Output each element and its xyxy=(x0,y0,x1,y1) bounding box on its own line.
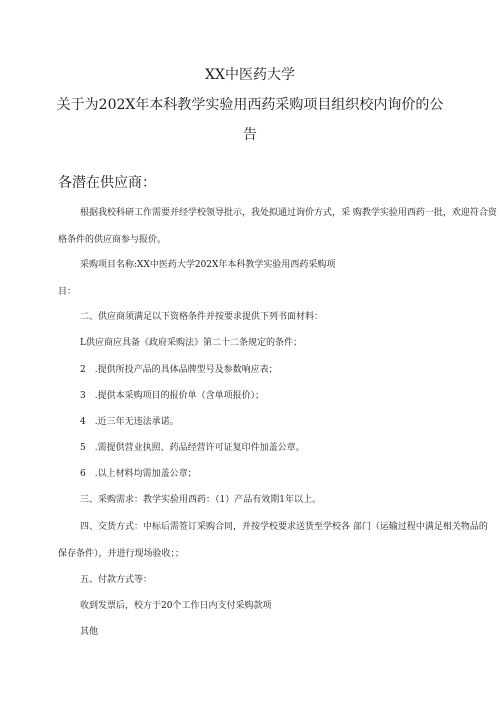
section2-item-1: L供应商应具备《政府采购法》第二十二条规定的条件； xyxy=(80,338,302,348)
section4-line-2: 保存条件），并进行现场验收；； xyxy=(58,549,185,559)
doc-title-main: 关于为202X年本科教学实验用西药采购项目组织校内询价的公 xyxy=(56,97,444,113)
section2-item-3: 3 .提供本采购项目的报价单（含单项报价）； xyxy=(80,391,265,401)
section4-line-1: 四、交货方式：中标后需签订采购合同，并按学校要求送货至学校各 部门（运输过程中满足相关物品的 xyxy=(80,522,488,532)
section2-item-4: 4 .近三年无违法承诺。 xyxy=(80,417,179,427)
project-name-paragraph xyxy=(58,259,458,298)
doc-title-university: XX中医药大学 xyxy=(205,67,295,83)
section4-paragraph xyxy=(58,521,488,560)
intro-paragraph xyxy=(58,207,497,246)
section5-heading: 五、付款方式等： xyxy=(80,575,153,585)
section2-item-2: 2 .提供所投产品的具体品牌型号及参数响应表； xyxy=(80,365,278,375)
salutation: 各潜在供应商： xyxy=(58,175,156,191)
project-line-2: 目： xyxy=(58,287,77,297)
intro-line-1: 根据我校科研工作需要并经学校领导批示，我处拟通过询价方式，采 购教学实验用西药一批，欢迎符合资 xyxy=(80,208,497,218)
section2-item-6: 6 .以上材料均需加盖公章； xyxy=(80,469,197,479)
project-line-1: 采购项目名称:XX中医药大学202X年本科教学实验用西药采购项 xyxy=(80,260,336,270)
section2-item-5: 5 .需提供营业执照、药品经营许可证复印件加盖公章。 xyxy=(80,443,305,453)
section5-other: 其他 xyxy=(80,627,99,637)
section2-heading: 二、供应商须满足以下资格条件并按要求提供下列书面材料： xyxy=(80,312,324,322)
intro-line-2: 格条件的供应商参与报价。 xyxy=(58,235,167,245)
doc-title-tail: 告 xyxy=(243,127,257,143)
section5-payment-line: 收到发票后，校方于20个工作日内支付采购款项 xyxy=(80,601,272,611)
section3-requirements: 三、采购需求：教学实验用西药：（1）产品有效期1年以上。 xyxy=(80,495,321,505)
